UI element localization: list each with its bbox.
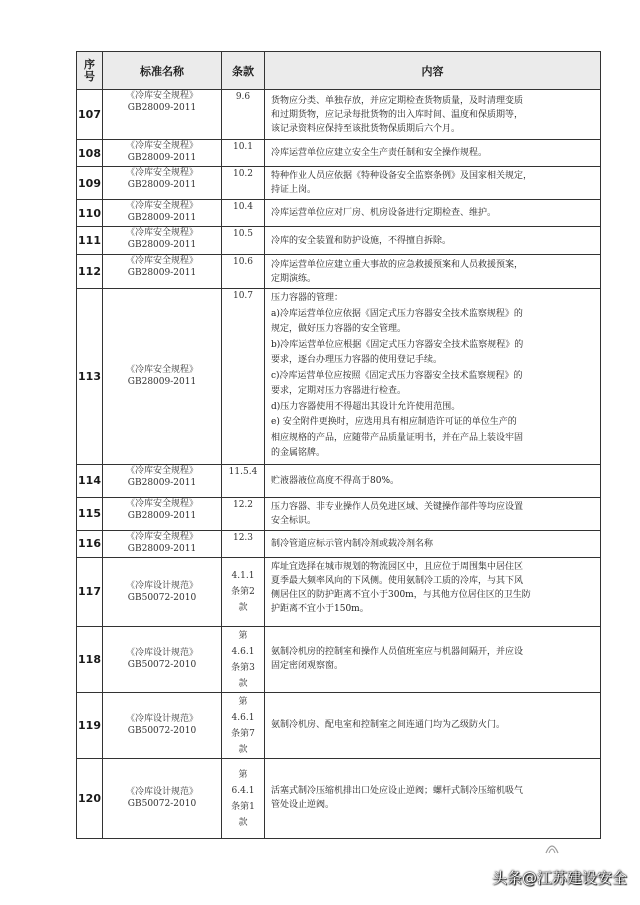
standard-title: 《冷库安全规程》	[125, 168, 198, 178]
table-row	[77, 167, 601, 200]
clause	[222, 497, 265, 530]
clause-line: 第	[238, 630, 248, 641]
row-number: 107	[77, 90, 103, 140]
clause-line: 条第2	[231, 587, 255, 597]
standard-code: GB28009-2011	[127, 510, 197, 521]
clause-line: 款	[238, 744, 248, 755]
table-row	[77, 200, 601, 227]
content-line: 压力容器的管理：	[271, 293, 344, 303]
header-clause: 条款	[222, 52, 265, 90]
content-line: 要求，定期对压力容器进行检查。	[271, 386, 407, 396]
content	[265, 557, 601, 626]
content-line: 货物应分类、单独存放，并应定期检查货物质量，及时清理变质	[271, 95, 524, 106]
row-number: 111	[77, 227, 103, 255]
standard-title: 《冷库安全规程》	[125, 498, 198, 509]
content-line: c)冷库运营单位应按照《固定式压力容器安全技术监察规程》的	[271, 370, 523, 381]
content	[265, 692, 601, 758]
content	[265, 140, 601, 167]
standard-name	[103, 497, 222, 530]
table-row	[77, 497, 601, 530]
watermark-logo-icon	[545, 842, 559, 854]
standard-code: GB50072-2010	[127, 592, 197, 603]
clause	[222, 626, 265, 692]
clause-line: 11.5.4	[228, 466, 258, 477]
table-row	[77, 557, 601, 626]
clause-line: 12.3	[232, 532, 254, 543]
standard-code: GB28009-2011	[127, 377, 197, 388]
clause-line: 条第7	[231, 728, 255, 739]
standard-name	[103, 200, 222, 227]
standard-code: GB28009-2011	[127, 213, 197, 223]
standards-table	[76, 51, 601, 839]
table-row	[77, 227, 601, 255]
content	[265, 289, 601, 465]
clause	[222, 200, 265, 227]
content-line: 压力容器、非专业操作人员免进区域、关键操作部件等均应设置	[271, 501, 524, 512]
standard-title: 《冷库安全规程》	[125, 228, 198, 238]
standard-name	[103, 140, 222, 167]
standard-name	[103, 464, 222, 497]
standard-code: GB28009-2011	[127, 268, 197, 278]
standard-title: 《冷库安全规程》	[125, 141, 198, 151]
content	[265, 227, 601, 255]
standard-title: 《冷库设计规范》	[125, 580, 198, 591]
clause-line: 款	[238, 678, 248, 689]
content	[265, 200, 601, 227]
content	[265, 626, 601, 692]
content-line: 氨制冷机房的控制室和操作人员值班室应与机器间隔开，并应设	[271, 647, 524, 657]
standard-code: GB28009-2011	[127, 543, 197, 554]
standard-title: 《冷库安全规程》	[125, 465, 198, 476]
row-number: 119	[77, 692, 103, 758]
clause-line: 9.6	[235, 92, 251, 102]
row-number: 117	[77, 557, 103, 626]
clause-line: 6.4.1	[231, 785, 255, 796]
standard-title: 《冷库设计规范》	[125, 714, 198, 724]
clause-line: 10.5	[232, 229, 254, 239]
content-line: 氨制冷机房、配电室和控制室之间连通门均为乙级防火门。	[271, 720, 506, 730]
table-row	[77, 464, 601, 497]
standard-name	[103, 626, 222, 692]
clause-line: 条第1	[231, 801, 255, 812]
standard-title: 《冷库安全规程》	[125, 365, 198, 376]
content-line: 要求，逐台办理压力容器的使用登记手续。	[271, 355, 443, 365]
clause-line: 第	[238, 769, 248, 780]
table-row	[77, 140, 601, 167]
clause-line: 10.7	[232, 291, 254, 301]
content-line: 特种作业人员应依据《特种设备安全监察条例》及国家相关规定，	[271, 171, 533, 181]
clause	[222, 758, 265, 838]
content-line: 护距离不宜小于150m。	[271, 603, 369, 614]
clause	[222, 530, 265, 557]
content-line: d)压力容器使用不得超出其设计允许使用范围。	[271, 401, 461, 412]
row-number: 116	[77, 530, 103, 557]
standard-code: GB50072-2010	[127, 726, 197, 736]
content	[265, 530, 601, 557]
standard-code: GB50072-2010	[127, 660, 197, 670]
content-line: 该记录资料应保持至该批货物保质期后六个月。	[271, 123, 461, 134]
content-line: 侧居住区的防护距离不宜小于300m，与其他方位居住区的卫生防	[271, 589, 531, 600]
content	[265, 167, 601, 200]
clause-line: 款	[238, 603, 248, 613]
standard-title: 《冷库安全规程》	[125, 531, 198, 542]
content-line: 贮液器液位高度不得高于80%。	[271, 475, 400, 486]
content-line: 库址宜选择在城市规划的物流园区中，且应位于周围集中居住区	[271, 561, 524, 572]
clause	[222, 167, 265, 200]
clause-line: 10.1	[232, 142, 254, 152]
content	[265, 497, 601, 530]
content-line: 安全标识。	[271, 515, 317, 526]
table-row	[77, 530, 601, 557]
table-row	[77, 289, 601, 465]
clause-line: 条第3	[231, 662, 255, 673]
standard-code: GB28009-2011	[127, 153, 197, 163]
row-number: 108	[77, 140, 103, 167]
standard-code: GB28009-2011	[127, 477, 197, 488]
row-number: 113	[77, 289, 103, 465]
standard-title: 《冷库安全规程》	[125, 256, 198, 266]
content-line: 管处设止逆阀。	[271, 800, 335, 810]
content	[265, 255, 601, 289]
standard-title: 《冷库安全规程》	[125, 91, 198, 101]
row-number: 110	[77, 200, 103, 227]
clause-line: 10.4	[232, 202, 254, 212]
clause	[222, 557, 265, 626]
row-number: 115	[77, 497, 103, 530]
content	[265, 464, 601, 497]
content-line: 固定密闭观察窗。	[271, 661, 344, 671]
content-line: 制冷管道应标示管内制冷剂或载冷剂名称	[271, 538, 434, 549]
standard-name	[103, 557, 222, 626]
standard-name	[103, 530, 222, 557]
content-line: 持证上岗。	[271, 185, 317, 195]
table-row	[77, 758, 601, 838]
header-standard-name: 标准名称	[103, 52, 222, 90]
table-row	[77, 692, 601, 758]
clause-line: 第	[238, 696, 248, 707]
clause	[222, 464, 265, 497]
content-line: 活塞式制冷压缩机排出口处应设止逆阀；螺杆式制冷压缩机吸气	[271, 786, 524, 796]
content-line: 冷库运营单位应对厂房、机房设备进行定期检查、维护。	[271, 208, 497, 218]
clause	[222, 289, 265, 465]
content-line: 规定，做好压力容器的安全管理。	[271, 324, 407, 334]
standard-code: GB50072-2010	[127, 799, 197, 809]
content-line: 和过期货物，应记录每批货物的出入库时间、温度和保质期等，	[271, 109, 524, 120]
clause-line: 4.6.1	[231, 646, 255, 657]
content-line: 冷库运营单位应建立安全生产责任制和安全操作规程。	[271, 148, 488, 158]
clause-line: 4.1.1	[231, 571, 255, 581]
standard-title: 《冷库安全规程》	[125, 201, 198, 211]
standard-name	[103, 692, 222, 758]
watermark: 头条@江苏建设安全	[492, 869, 628, 887]
standard-name	[103, 227, 222, 255]
clause	[222, 692, 265, 758]
standard-name	[103, 758, 222, 838]
clause-line: 10.6	[232, 257, 254, 267]
clause-line: 10.2	[232, 169, 254, 179]
content-line: 冷库的安全装置和防护设施，不得擅自拆除。	[271, 235, 452, 246]
standard-code: GB28009-2011	[127, 240, 197, 250]
standard-code: GB28009-2011	[127, 180, 197, 190]
standard-name	[103, 289, 222, 465]
content-line: e) 安全附件更换时，应选用具有相应制造许可证的单位生产的	[271, 417, 517, 427]
standard-name	[103, 255, 222, 289]
table-row	[77, 255, 601, 289]
table-row	[77, 90, 601, 140]
standard-title: 《冷库设计规范》	[125, 648, 198, 658]
clause	[222, 255, 265, 289]
standard-code: GB28009-2011	[127, 103, 197, 113]
table-header-row	[77, 52, 601, 90]
header-content: 内容	[265, 52, 601, 90]
row-number: 112	[77, 255, 103, 289]
row-number: 120	[77, 758, 103, 838]
content-line: 冷库运营单位应建立重大事故的应急救援预案和人员救援预案，	[271, 259, 524, 270]
row-number: 118	[77, 626, 103, 692]
standard-name	[103, 90, 222, 140]
standard-title: 《冷库设计规范》	[125, 787, 198, 797]
row-number: 114	[77, 464, 103, 497]
clause	[222, 90, 265, 140]
content	[265, 758, 601, 838]
header-no: 序 号	[77, 52, 103, 90]
table-row	[77, 626, 601, 692]
content-line: 相应规格的产品，应随带产品质量证明书，并在产品上装设牢固	[271, 432, 524, 443]
content	[265, 90, 601, 140]
clause-line: 款	[238, 817, 248, 828]
content-line: a)冷库运营单位应依据《固定式压力容器安全技术监察规程》的	[271, 308, 523, 319]
row-number: 109	[77, 167, 103, 200]
content-line: 的金属铭牌。	[271, 448, 326, 458]
standard-name	[103, 167, 222, 200]
clause-line: 4.6.1	[231, 712, 255, 723]
clause-line: 12.2	[232, 499, 254, 510]
clause	[222, 140, 265, 167]
content-line: 定期演练。	[271, 273, 317, 284]
content-line: 夏季最大频率风向的下风侧。使用氨制冷工质的冷库，与其下风	[271, 575, 524, 586]
content-line: b)冷库运营单位应根据《固定式压力容器安全技术监察规程》的	[271, 339, 524, 350]
clause	[222, 227, 265, 255]
